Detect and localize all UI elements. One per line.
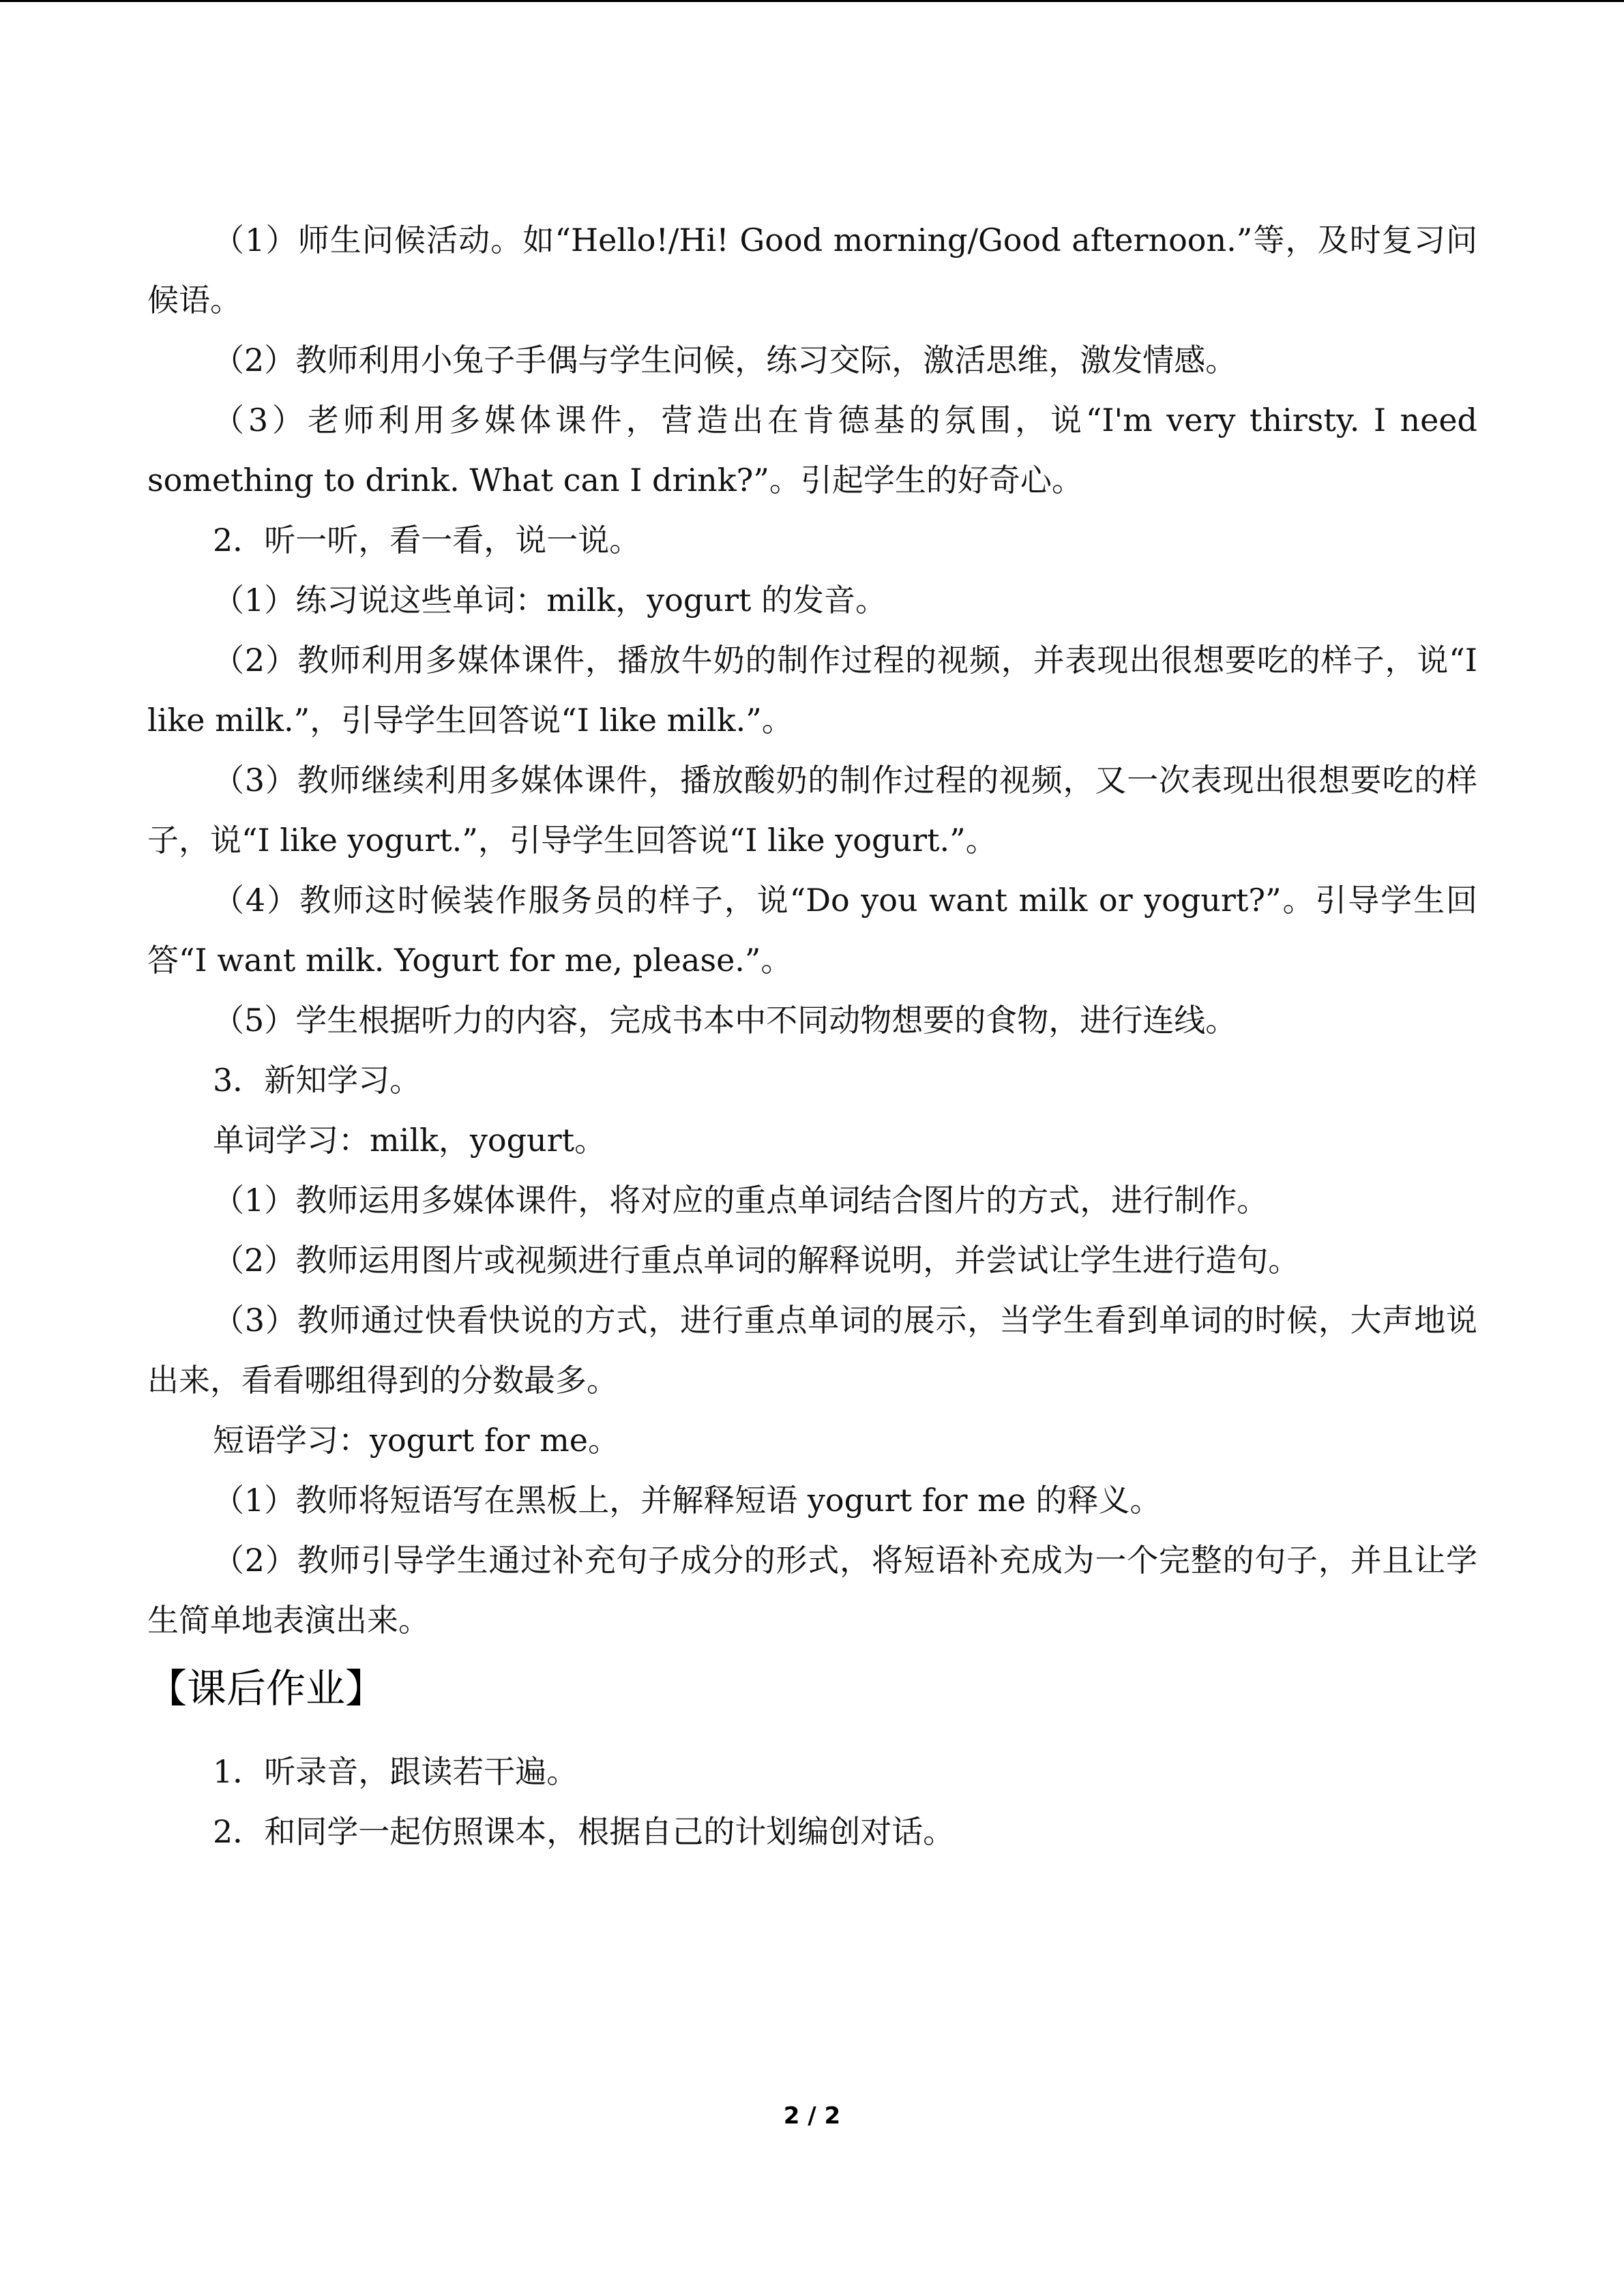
document-body bbox=[147, 210, 1477, 1862]
paragraph-step-3-heading: 3．新知学习。 bbox=[213, 1062, 422, 1099]
paragraph-listening-matching: （5）学生根据听力的内容，完成书本中不同动物想要的食物，进行连线。 bbox=[213, 1002, 1237, 1039]
paragraph-phrase-learning: 短语学习：yogurt for me。 bbox=[213, 1422, 620, 1459]
paragraph-phrase-blackboard: （1）教师将短语写在黑板上，并解释短语 yogurt for me 的释义。 bbox=[213, 1482, 1162, 1519]
paragraph-word-explanation: （2）教师运用图片或视频进行重点单词的解释说明，并尝试让学生进行造句。 bbox=[213, 1242, 1300, 1279]
paragraph-waiter-roleplay: （4）教师这时候装作服务员的样子，说“Do you want milk or yogurt?”。引导学生回答“I want milk. Yogurt for me, please.”。 bbox=[147, 882, 1477, 979]
paragraph-word-pictures: （1）教师运用多媒体课件，将对应的重点单词结合图片的方式，进行制作。 bbox=[213, 1182, 1269, 1219]
paragraph-greeting-activity: （1）师生问候活动。如“Hello!/Hi! Good morning/Good afternoon.”等，及时复习问候语。 bbox=[147, 222, 1477, 318]
paragraph-step-2-heading: 2．听一听，看一看，说一说。 bbox=[213, 522, 641, 558]
page-number: 2 / 2 bbox=[783, 2102, 841, 2130]
paragraph-milk-video: （2）教师利用多媒体课件，播放牛奶的制作过程的视频，并表现出很想要吃的样子，说“I like milk.”，引导学生回答说“I like milk.”。 bbox=[147, 642, 1477, 739]
paragraph-kfc-scene: （3）老师利用多媒体课件，营造出在肯德基的氛围，说“I'm very thirsty. I need something to drink. What can I drink?”。引起学生的好奇心。 bbox=[147, 402, 1477, 498]
paragraph-yogurt-video: （3）教师继续利用多媒体课件，播放酸奶的制作过程的视频，又一次表现出很想要吃的样子，说“I like yogurt.”，引导学生回答说“I like yogurt.”。 bbox=[147, 762, 1477, 859]
paragraph-pronunciation: （1）练习说这些单词：milk，yogurt 的发音。 bbox=[213, 582, 887, 618]
homework-item-dialogue: 2．和同学一起仿照课本，根据自己的计划编创对话。 bbox=[213, 1813, 955, 1850]
paragraph-quick-look-game: （3）教师通过快看快说的方式，进行重点单词的展示，当学生看到单词的时候，大声地说出来，看看哪组得到的分数最多。 bbox=[147, 1302, 1477, 1399]
homework-item-listen: 1．听录音，跟读若干遍。 bbox=[213, 1753, 578, 1790]
homework-heading: 【课后作业】 bbox=[147, 1665, 385, 1712]
paragraph-phrase-sentence: （2）教师引导学生通过补充句子成分的形式，将短语补充成为一个完整的句子，并且让学生简单地表演出来。 bbox=[147, 1542, 1477, 1639]
paragraph-word-learning: 单词学习：milk，yogurt。 bbox=[213, 1122, 606, 1159]
paragraph-rabbit-puppet: （2）教师利用小兔子手偶与学生问候，练习交际，激活思维，激发情感。 bbox=[213, 342, 1237, 378]
